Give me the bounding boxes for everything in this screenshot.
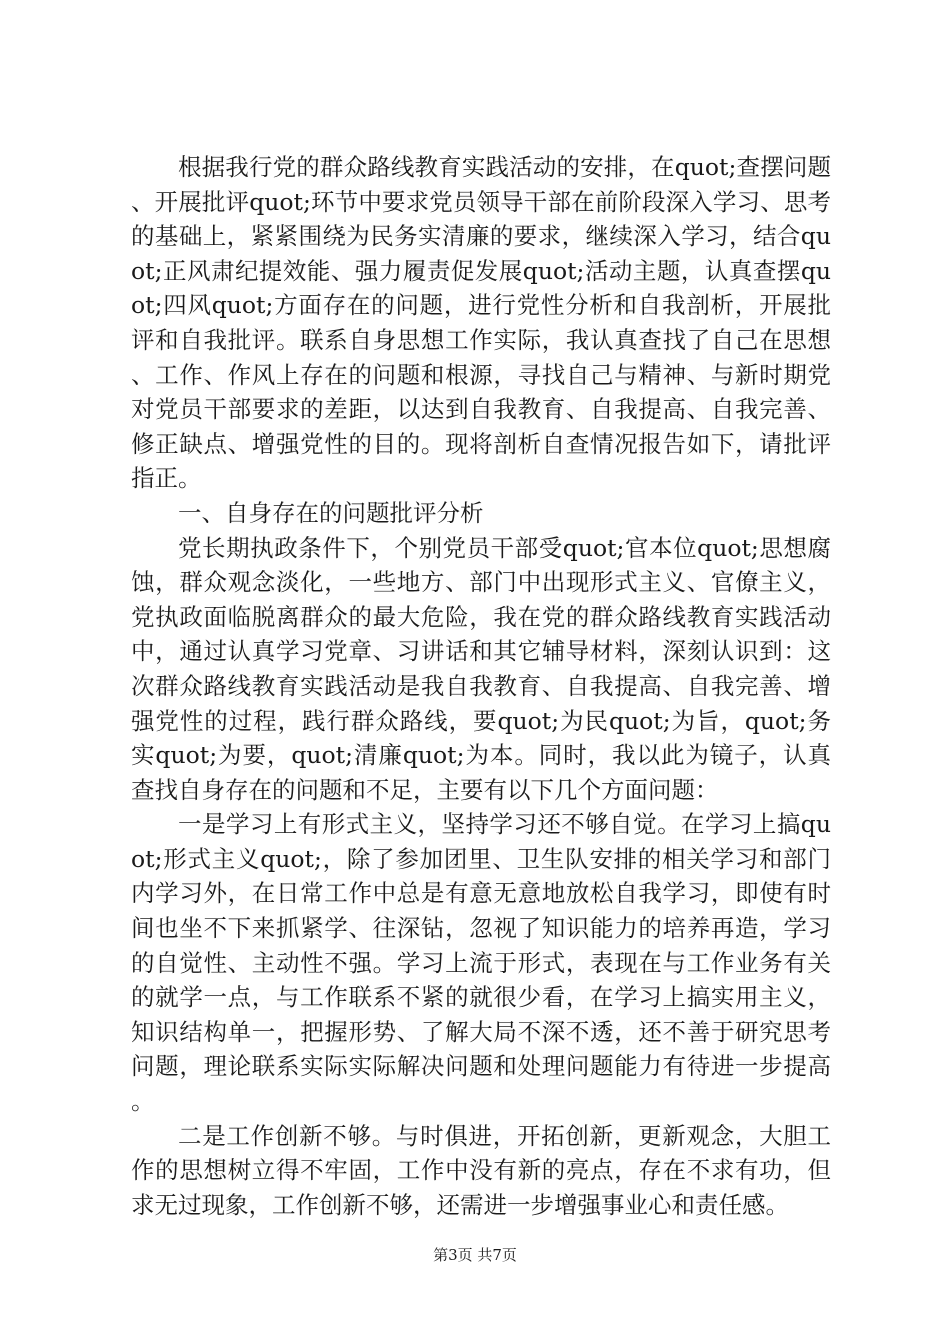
document-body	[131, 150, 831, 1222]
body-paragraph: 二是工作创新不够。与时俱进，开拓创新，更新观念，大胆工作的思想树立得不牢固，工作中没有新的亮点，存在不求有功，但求无过现象，工作创新不够，还需进一步增强事业心和责任感。	[131, 1121, 831, 1219]
section-heading: 一、自身存在的问题批评分析	[178, 498, 484, 527]
page-footer: 第3页 共7页	[433, 1246, 517, 1264]
intro-paragraph: 根据我行党的群众路线教育实践活动的安排，在quot;查摆问题、开展批评quot;环节中要求党员领导干部在前阶段深入学习、思考的基础上，紧紧围绕为民务实清廉的要求，继续深入学习，结合quot;正风肃纪提效能、强力履责促发展quot;活动主题，认真查摆quot;四风quot;方面存在的问题，进行党性分析和自我剖析，开展批评和自我批评。联系自身思想工作实际，我认真查找了自己在思想、工作、作风上存在的问题和根源，寻找自己与精神、与新时期党对党员干部要求的差距，以达到自我教育、自我提高、自我完善、修正缺点、增强党性的目的。现将剖析自查情况报告如下，请批评指正。	[131, 153, 831, 493]
body-paragraph: 一是学习上有形式主义，坚持学习还不够自觉。在学习上搞quot;形式主义quot;，除了参加团里、卫生队安排的相关学习和部门内学习外，在日常工作中总是有意无意地放松自我学习，即使有时间也坐不下来抓紧学、往深钻，忽视了知识能力的培养再造，学习的自觉性、主动性不强。学习上流于形式，表现在与工作业务有关的就学一点，与工作联系不紧的就很少看，在学习上搞实用主义，知识结构单一，把握形势、了解大局不深不透，还不善于研究思考问题，理论联系实际实际解决问题和处理问题能力有待进一步提高。	[131, 810, 831, 1116]
body-paragraph: 党长期执政条件下，个别党员干部受quot;官本位quot;思想腐蚀，群众观念淡化，一些地方、部门中出现形式主义、官僚主义，党执政面临脱离群众的最大危险，我在党的群众路线教育实践活动中，通过认真学习党章、习讲话和其它辅导材料，深刻认识到：这次群众路线教育实践活动是我自我教育、自我提高、自我完善、增强党性的过程，践行群众路线，要quot;为民quot;为旨，quot;务实quot;为要，quot;清廉quot;为本。同时，我以此为镜子，认真查找自身存在的问题和不足，主要有以下几个方面问题：	[131, 533, 831, 804]
